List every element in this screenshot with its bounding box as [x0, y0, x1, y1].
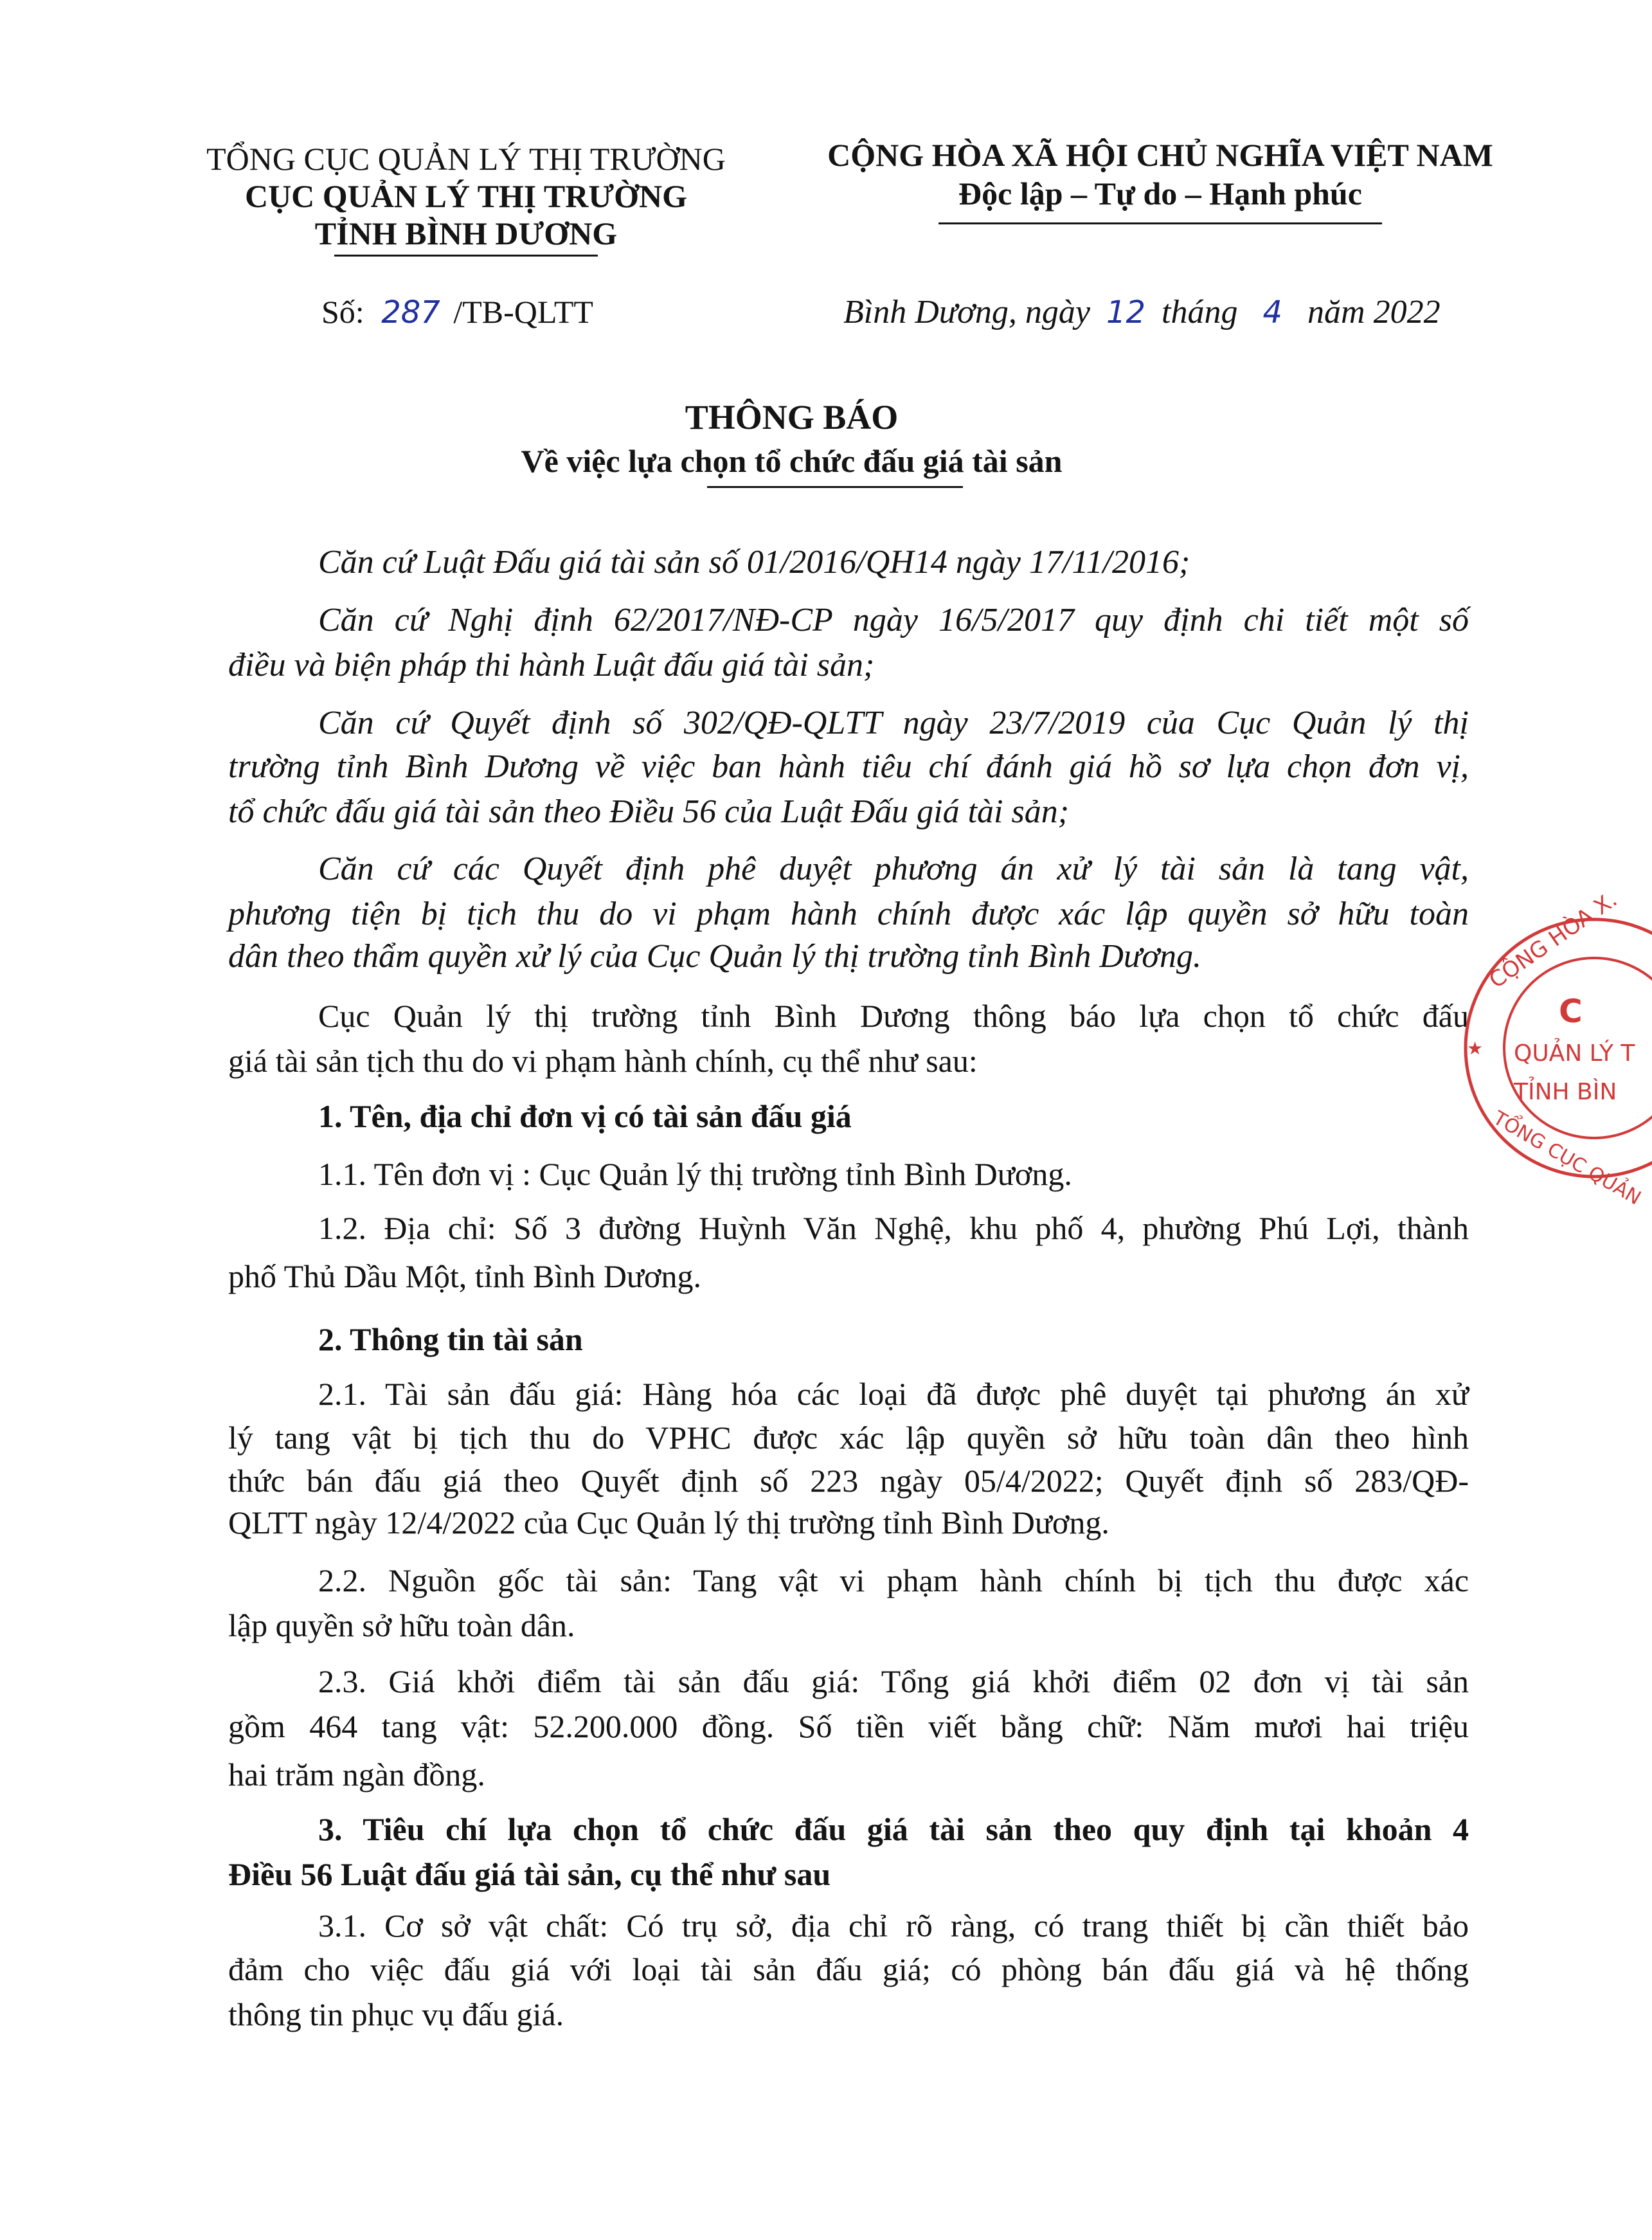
stamp-ring-text: CỘNG HÒA X. [1484, 886, 1622, 994]
date-place-day-label: Bình Dương, ngày [843, 294, 1090, 330]
body-line-20: 2.2. Nguồn gốc tài sản: Tang vật vi phạm hành chính bị tịch thu được xác [318, 1562, 1469, 1598]
body-line-10: giá tài sản tịch thu do vi phạm hành chính, cụ thể như sau: [228, 1043, 978, 1079]
org-underline [334, 255, 598, 257]
org-line-2: CỤC QUẢN LÝ THỊ TRƯỜNG [244, 178, 688, 214]
date-month-label: tháng [1162, 294, 1238, 330]
body-line-7: phương tiện bị tịch thu do vi phạm hành chính được xác lập quyền sở hữu toàn [228, 896, 1469, 932]
nation-line-2: Độc lập – Tự do – Hạnh phúc [958, 176, 1362, 212]
official-stamp [1440, 886, 1652, 1210]
subtitle-underline [707, 486, 963, 488]
body-line-5: tổ chức đấu giá tài sản theo Điều 56 của Luật Đấu giá tài sản; [228, 793, 1070, 830]
date-month-handwritten: 4 [1262, 294, 1283, 330]
org-line-1: TỔNG CỤC QUẢN LÝ THỊ TRƯỜNG [206, 141, 726, 177]
doc-number [321, 293, 593, 330]
body-line-29: thông tin phục vụ đấu giá. [228, 1996, 564, 2032]
body-line-19: QLTT ngày 12/4/2022 của Cục Quản lý thị trường tỉnh Bình Dương. [228, 1504, 1109, 1540]
body-line-24: hai trăm ngàn đồng. [228, 1757, 485, 1793]
nation-line-1: CỘNG HÒA XÃ HỘI CHỦ NGHĨA VIỆT NAM [827, 137, 1493, 173]
body-line-2: điều và biện pháp thi hành Luật đấu giá tài sản; [228, 647, 875, 683]
date-line [843, 293, 1441, 331]
body-line-27: 3.1. Cơ sở vật chất: Có trụ sở, địa chỉ rõ ràng, có trang thiết bị cần thiết bảo [318, 1908, 1469, 1944]
stamp-star: ★ [1467, 1038, 1484, 1059]
body-line-8: dân theo thẩm quyền xử lý của Cục Quản lý thị trường tỉnh Bình Dương. [228, 938, 1202, 975]
stamp-bottom-text: TỔNG CỤC QUẢN [1489, 1106, 1645, 1210]
body-line-12: 1.1. Tên đơn vị : Cục Quản lý thị trường tỉnh Bình Dương. [318, 1156, 1072, 1192]
section-3-heading-cont: Điều 56 Luật đấu giá tài sản, cụ thể như sau [228, 1856, 831, 1892]
body-line-17: lý tang vật bị tịch thu do VPHC được xác lập quyền sở hữu toàn dân theo hình [228, 1420, 1469, 1456]
doc-number-suffix: /TB-QLTT [453, 294, 593, 330]
doc-number-handwritten: 287 [381, 294, 440, 330]
body-line-28: đảm cho việc đấu giá với loại tài sản đấu giá; có phòng bán đấu giá và hệ thống [228, 1951, 1469, 1987]
date-day-handwritten: 12 [1106, 294, 1146, 330]
section-3-heading: 3. Tiêu chí lựa chọn tổ chức đấu giá tài sản theo quy định tại khoản 4 [318, 1811, 1469, 1847]
body-line-18: thức bán đấu giá theo Quyết định số 223 ngày 05/4/2022; Quyết định số 283/QĐ- [228, 1463, 1469, 1499]
body-line-23: gồm 464 tang vật: 52.200.000 đồng. Số tiền viết bằng chữ: Năm mươi hai triệu [228, 1708, 1469, 1744]
section-2-heading: 2. Thông tin tài sản [318, 1321, 583, 1357]
body-line-9: Cục Quản lý thị trường tỉnh Bình Dương thông báo lựa chọn tổ chức đấu [318, 998, 1469, 1034]
nation-underline [938, 222, 1382, 224]
body-line-6: Căn cứ các Quyết định phê duyệt phương án xử lý tài sản là tang vật, [318, 851, 1469, 887]
doc-number-prefix: Số: [321, 294, 364, 330]
body-line-3: Căn cứ Quyết định số 302/QĐ-QLTT ngày 23/7/2019 của Cục Quản lý thị [318, 705, 1469, 741]
body-line-14: phố Thủ Dầu Một, tỉnh Bình Dương. [228, 1258, 701, 1294]
body-line-16: 2.1. Tài sản đấu giá: Hàng hóa các loại đã được phê duyệt tại phương án xử [318, 1376, 1469, 1412]
body-line-21: lập quyền sở hữu toàn dân. [228, 1607, 575, 1643]
stamp-center-bot: TỈNH BÌN [1514, 1079, 1617, 1105]
body-line-22: 2.3. Giá khởi điểm tài sản đấu giá: Tổng giá khởi điểm 02 đơn vị tài sản [318, 1663, 1469, 1699]
body-line-1: Căn cứ Nghị định 62/2017/NĐ-CP ngày 16/5/2017 quy định chi tiết một số [318, 602, 1469, 638]
section-1-heading: 1. Tên, địa chỉ đơn vị có tài sản đấu giá [318, 1098, 852, 1134]
stamp-center-top: C [1559, 993, 1583, 1030]
body-line-4: trường tỉnh Bình Dương về việc ban hành tiêu chí đánh giá hồ sơ lựa chọn đơn vị, [228, 748, 1469, 785]
doc-title: THÔNG BÁO [685, 398, 899, 437]
org-line-3: TỈNH BÌNH DƯƠNG [314, 215, 618, 251]
body-line-0: Căn cứ Luật Đấu giá tài sản số 01/2016/QH14 ngày 17/11/2016; [318, 544, 1190, 581]
date-year-label: năm 2022 [1307, 294, 1441, 330]
doc-subtitle: Về việc lựa chọn tổ chức đấu giá tài sản [521, 443, 1063, 479]
body-line-13: 1.2. Địa chỉ: Số 3 đường Huỳnh Văn Nghệ, khu phố 4, phường Phú Lợi, thành [318, 1210, 1469, 1246]
stamp-center-mid: QUẢN LÝ T [1514, 1040, 1635, 1067]
